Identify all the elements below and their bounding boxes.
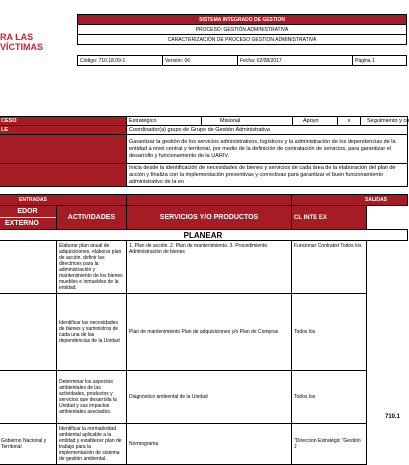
process-info (0, 116, 408, 187)
objetivo-value: Garantizar la gestión de los servicios administrativos, logísticos y la administración de los dependencias de la entidad a nivel central y territorial, por medio de la definición de contratación de servicios, para garantizar el desarrollo y funcionamiento de la UARIV. (127, 135, 408, 164)
logo-text: RA LAS VÍCTIMAS (0, 32, 44, 52)
table-row (0, 371, 408, 424)
row-servicio: 1. Plan de acción. 2. Plan de mantenimiento. 3. Procedimiento Administración de bienes (127, 241, 292, 294)
row-external (0, 294, 57, 371)
alcance-label (0, 164, 127, 187)
servicios-header: SERVICIOS Y/O PRODUCTOS (127, 206, 292, 230)
row-cliente: Todos los (292, 294, 367, 371)
row-servicio: Normograma (127, 424, 292, 465)
row-external (0, 241, 57, 294)
phase-planear: PLANEAR (0, 230, 408, 241)
apoyo-mark: x (338, 117, 361, 125)
doc-page: Página 1 (353, 56, 407, 66)
salidas-header: SALIDAS (292, 195, 408, 206)
footer-code: 710.1 (384, 414, 400, 420)
row-actividad: Determinar los aspectos ambientales de las actividades, productos y servicios que desarrolla la Unidad y sus impactos ambientales asociados. (57, 371, 127, 424)
characterization-title: CARACTERIZACIÓN DE PROCESO GESTION ADMINISTRATIVA (78, 35, 407, 45)
entradas-header: ENTRADAS (0, 195, 127, 206)
row-actividad: Identificar la normatividad ambiental aplicable a la entidad y establecer plan de trabajo para la implementación de sistema de gestión ambiental. (57, 424, 127, 465)
doc-date: Fecha: 02/08/2017 (238, 56, 353, 66)
document-header (77, 14, 407, 45)
row-actividad: Elaborar plan anual de adquisiciones, elaborar plan de acción, definir las directrices para la administración y mantenimiento de los bienes muebles e inmuebles de la entidad. (57, 241, 127, 294)
table-row (0, 241, 408, 294)
table-row (0, 294, 408, 371)
company-logo (0, 22, 72, 62)
doc-version: Versión: 06 (163, 56, 238, 66)
row-cliente: Todos los (292, 371, 367, 424)
process-type-misional: Misional (202, 117, 293, 125)
process-title: PROCESO: GESTIÓN ADMINISTRATIVA (78, 25, 407, 35)
proveedor-header: EDOR (0, 206, 56, 218)
table-row (0, 424, 408, 465)
doc-code: Código: 710.18.09-1 (78, 56, 163, 66)
actividades-header: ACTIVIDADES (57, 206, 127, 230)
row-actividad: Identificar las necesidades de bienes y suministros de cada una de las dependencias de la Unidad (57, 294, 127, 371)
row-external (0, 371, 57, 424)
process-type-apoyo: Apoyo (293, 117, 338, 125)
cliente-header: CL INTE EX (292, 206, 367, 230)
row-cliente: Funcionar Contratist Todos los (292, 241, 367, 294)
alcance-value: Inicia desde la identificación de necesidades de bienes y servicios de cada área de la elaboración del plan de acción y finaliza con la implementación preventivas y correctivas para garantizar el buen funcionamiento administrativo de la en (127, 164, 408, 187)
objetivo-label (0, 135, 127, 164)
responsable-value: Coordinador(a) grupo de Grupo de Gestión Administrativa (127, 126, 408, 135)
externo-header: EXTERNO (5, 220, 39, 227)
characterization-table (0, 194, 408, 465)
row-cliente: "Direccion Estratégic "Gestión J (292, 424, 367, 465)
responsable-label: LE (0, 126, 127, 135)
process-type-seguimiento: Seguimiento y co (367, 118, 409, 124)
row-external: Gobierno Nacional y Territorial (0, 424, 57, 465)
entradas-spacer (127, 195, 292, 206)
process-label: CESO (0, 117, 127, 126)
system-title: SISTEMA INTEGRADO DE GESTION (78, 15, 407, 25)
row-servicio: Plan de mantenimiento Plan de adquisiciones y/o Plan de Compras (127, 294, 292, 371)
row-servicio: Diagnóstico ambiental de la Unidad (127, 371, 292, 424)
document-meta (77, 55, 407, 66)
process-type-estrategico: Estratégico (127, 117, 202, 125)
